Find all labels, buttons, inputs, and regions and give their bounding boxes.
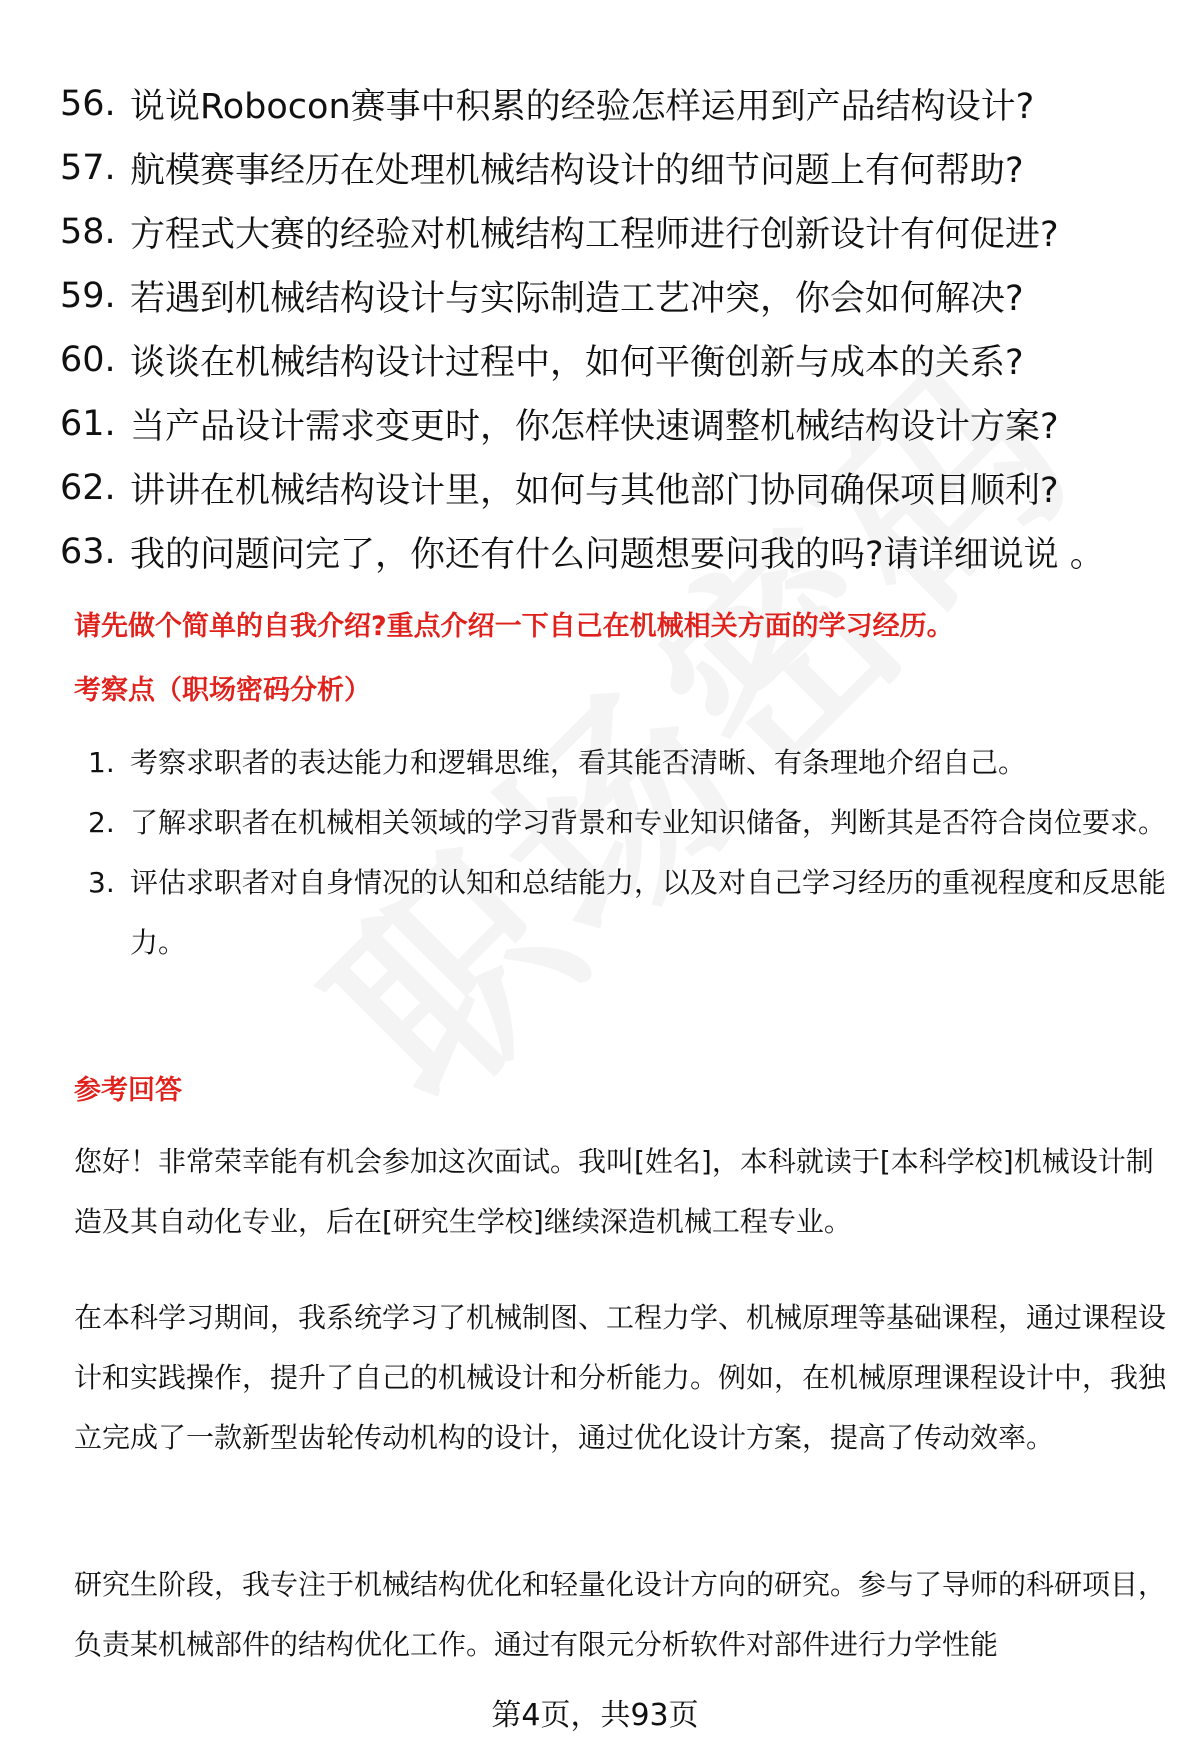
question-list [60,72,1170,584]
assessment-point [88,733,1168,793]
question-text: 方程式大赛的经验对机械结构工程师进行创新设计有何促进? [130,215,1059,255]
question-number: 59. [60,276,116,316]
question-text: 若遇到机械结构设计与实际制造工艺冲突，你会如何解决? [130,279,1024,319]
question-number: 62. [60,468,116,508]
assessment-point-text: 了解求职者在机械相关领域的学习背景和专业知识储备，判断其是否符合岗位要求。 [130,806,1167,839]
question-item [60,328,1170,392]
answer-paragraph: 您好！非常荣幸能有机会参加这次面试。我叫[姓名]，本科就读于[本科学校]机械设计制造及其自动化专业，后在[研究生学校]继续深造机械工程专业。 [74,1145,1154,1238]
question-item [60,136,1170,200]
section-question-heading: 请先做个简单的自我介绍?重点介绍一下自己在机械相关方面的学习经历。 [74,611,954,642]
answer-heading: 参考回答 [74,1075,182,1106]
assessment-point-text: 评估求职者对自身情况的认知和总结能力，以及对自己学习经历的重视程度和反思能力。 [130,866,1167,959]
assessment-point-number: 3. [88,866,115,899]
answer-paragraph: 研究生阶段，我专注于机械结构优化和轻量化设计方向的研究。参与了导师的科研项目，负责某机械部件的结构优化工作。通过有限元分析软件对部件进行力学性能 [74,1568,1167,1661]
question-item [60,392,1170,456]
question-item [60,520,1170,584]
assessment-heading: 考察点（职场密码分析） [74,675,371,706]
question-item [60,72,1170,136]
question-number: 63. [60,532,116,572]
assessment-point-text: 考察求职者的表达能力和逻辑思维，看其能否清晰、有条理地介绍自己。 [130,746,1027,779]
answer-paragraph: 在本科学习期间，我系统学习了机械制图、工程力学、机械原理等基础课程，通过课程设计和实践操作，提升了自己的机械设计和分析能力。例如，在机械原理课程设计中，我独立完成了一款新型齿轮传动机构的设计，通过优化设计方案，提高了传动效率。 [74,1301,1167,1454]
question-number: 60. [60,340,116,380]
question-text: 讲讲在机械结构设计里，如何与其他部门协同确保项目顺利? [130,471,1059,511]
question-text: 航模赛事经历在处理机械结构设计的细节问题上有何帮助? [130,151,1024,191]
question-text: 当产品设计需求变更时，你怎样快速调整机械结构设计方案? [130,407,1059,447]
question-number: 61. [60,404,116,444]
assessment-point-number: 1. [88,746,115,779]
assessment-point [88,853,1168,973]
assessment-point [88,793,1168,853]
assessment-point-number: 2. [88,806,115,839]
question-number: 56. [60,84,116,124]
question-item [60,264,1170,328]
question-item [60,200,1170,264]
assessment-point-list [88,733,1168,973]
question-number: 57. [60,148,116,188]
question-text: 我的问题问完了，你还有什么问题想要问我的吗?请详细说说 。 [130,535,1105,575]
question-number: 58. [60,212,116,252]
question-text: 谈谈在机械结构设计过程中，如何平衡创新与成本的关系? [130,343,1024,383]
page-footer: 第4页，共93页 [491,1698,699,1733]
question-item [60,456,1170,520]
question-text: 说说Robocon赛事中积累的经验怎样运用到产品结构设计? [130,87,1035,127]
